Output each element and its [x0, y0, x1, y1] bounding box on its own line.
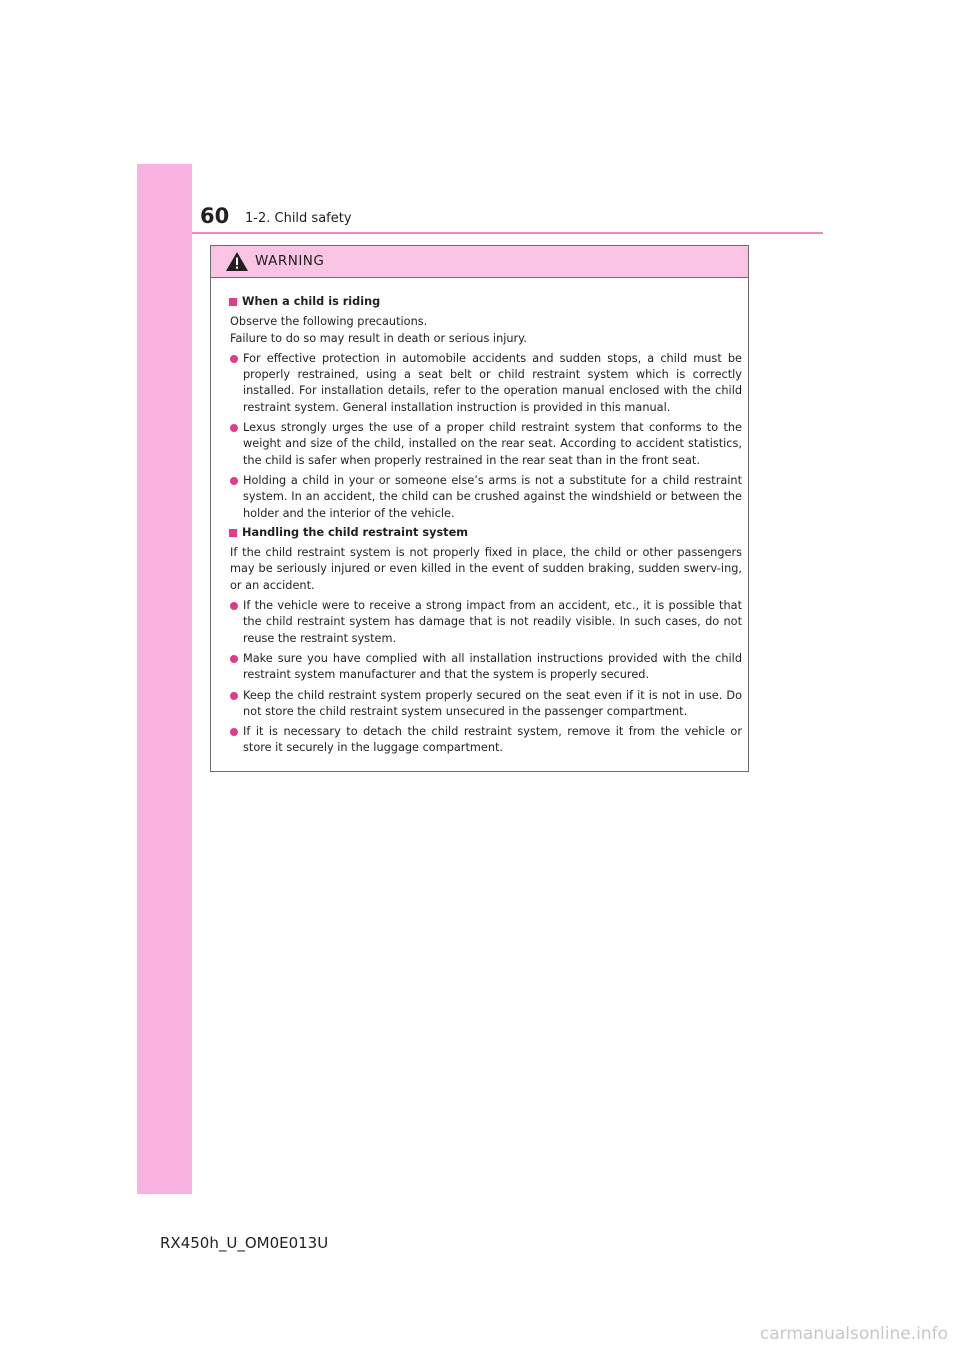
- round-bullet-icon: [230, 692, 238, 700]
- list-item: [230, 724, 742, 757]
- heading-text: Handling the child restraint system: [242, 525, 468, 539]
- list-item: [230, 420, 742, 469]
- warning-header: [211, 246, 748, 278]
- warning-triangle-icon: [226, 252, 248, 271]
- round-bullet-icon: [230, 477, 238, 485]
- round-bullet-icon: [230, 602, 238, 610]
- warning-box: [210, 245, 749, 772]
- list-item-text: Lexus strongly urges the use of a proper child restraint system that conforms to the weight and size of the child, installed on the rear seat. According to accident statistics, the child is safer when properly restrained in the rear seat than in the front seat.: [243, 421, 742, 467]
- intro-line: If the child restraint system is not properly fixed in place, the child or other passengers may be seriously injured or even killed in the event of sudden braking, sudden swerv-ing, or an accident.: [230, 546, 742, 592]
- list-item-text: If it is necessary to detach the child restraint system, remove it from the vehicle or store it securely in the luggage compartment.: [243, 725, 742, 755]
- list-item-text: If the vehicle were to receive a strong impact from an accident, etc., it is possible that the child restraint system has damage that is not readily visible. In such cases, do not reuse the restraint system.: [243, 599, 742, 645]
- section-title: 1-2. Child safety: [245, 211, 352, 226]
- intro-text: [229, 314, 742, 347]
- list-item: [230, 688, 742, 721]
- heading-text: When a child is riding: [242, 295, 381, 308]
- warning-section-child-riding: [229, 294, 742, 522]
- intro-line: Failure to do so may result in death or serious injury.: [230, 331, 527, 345]
- list-item-text: Keep the child restraint system properly secured on the seat even if it is not in use. Do not store the child restraint system unsecured in the passenger compartment.: [243, 688, 742, 718]
- list-item: [230, 598, 742, 647]
- round-bullet-icon: [230, 655, 238, 663]
- intro-text: [229, 545, 742, 594]
- chapter-side-tab: [137, 164, 192, 1194]
- document-code: RX450h_U_OM0E013U: [160, 1234, 329, 1252]
- section-heading: [229, 525, 742, 541]
- header-rule: [192, 232, 823, 234]
- bullet-list: [229, 598, 742, 757]
- round-bullet-icon: [230, 355, 238, 363]
- round-bullet-icon: [230, 728, 238, 736]
- square-bullet-icon: [229, 529, 237, 537]
- list-item: [230, 351, 742, 416]
- bullet-list: [229, 351, 742, 522]
- watermark: carmanualsonline.info: [759, 1324, 948, 1344]
- list-item-text: Make sure you have complied with all installation instructions provided with the child restraint system manufacturer and that the system is properly secured.: [243, 651, 742, 682]
- page-number: 60: [200, 204, 230, 228]
- warning-section-handling-restraint: [229, 525, 742, 757]
- round-bullet-icon: [230, 424, 238, 432]
- list-item: [230, 473, 742, 522]
- list-item-text: Holding a child in your or someone else’s arms is not a substitute for a child restraint system. In an accident, the child can be crushed against the windshield or between the holder and the interior of the vehicle.: [243, 473, 742, 520]
- list-item-text: For effective protection in automobile accidents and sudden stops, a child must be properly restrained, using a seat belt or child restraint system which is correctly installed. For installation details, refer to the operation manual enclosed with the child restraint system. General installation instruction is provided in this manual.: [243, 351, 742, 414]
- warning-label: WARNING: [255, 253, 325, 269]
- intro-line: Observe the following precautions.: [230, 315, 428, 329]
- warning-body: [211, 278, 748, 757]
- section-heading: [229, 294, 742, 310]
- list-item: [230, 651, 742, 684]
- square-bullet-icon: [229, 298, 237, 306]
